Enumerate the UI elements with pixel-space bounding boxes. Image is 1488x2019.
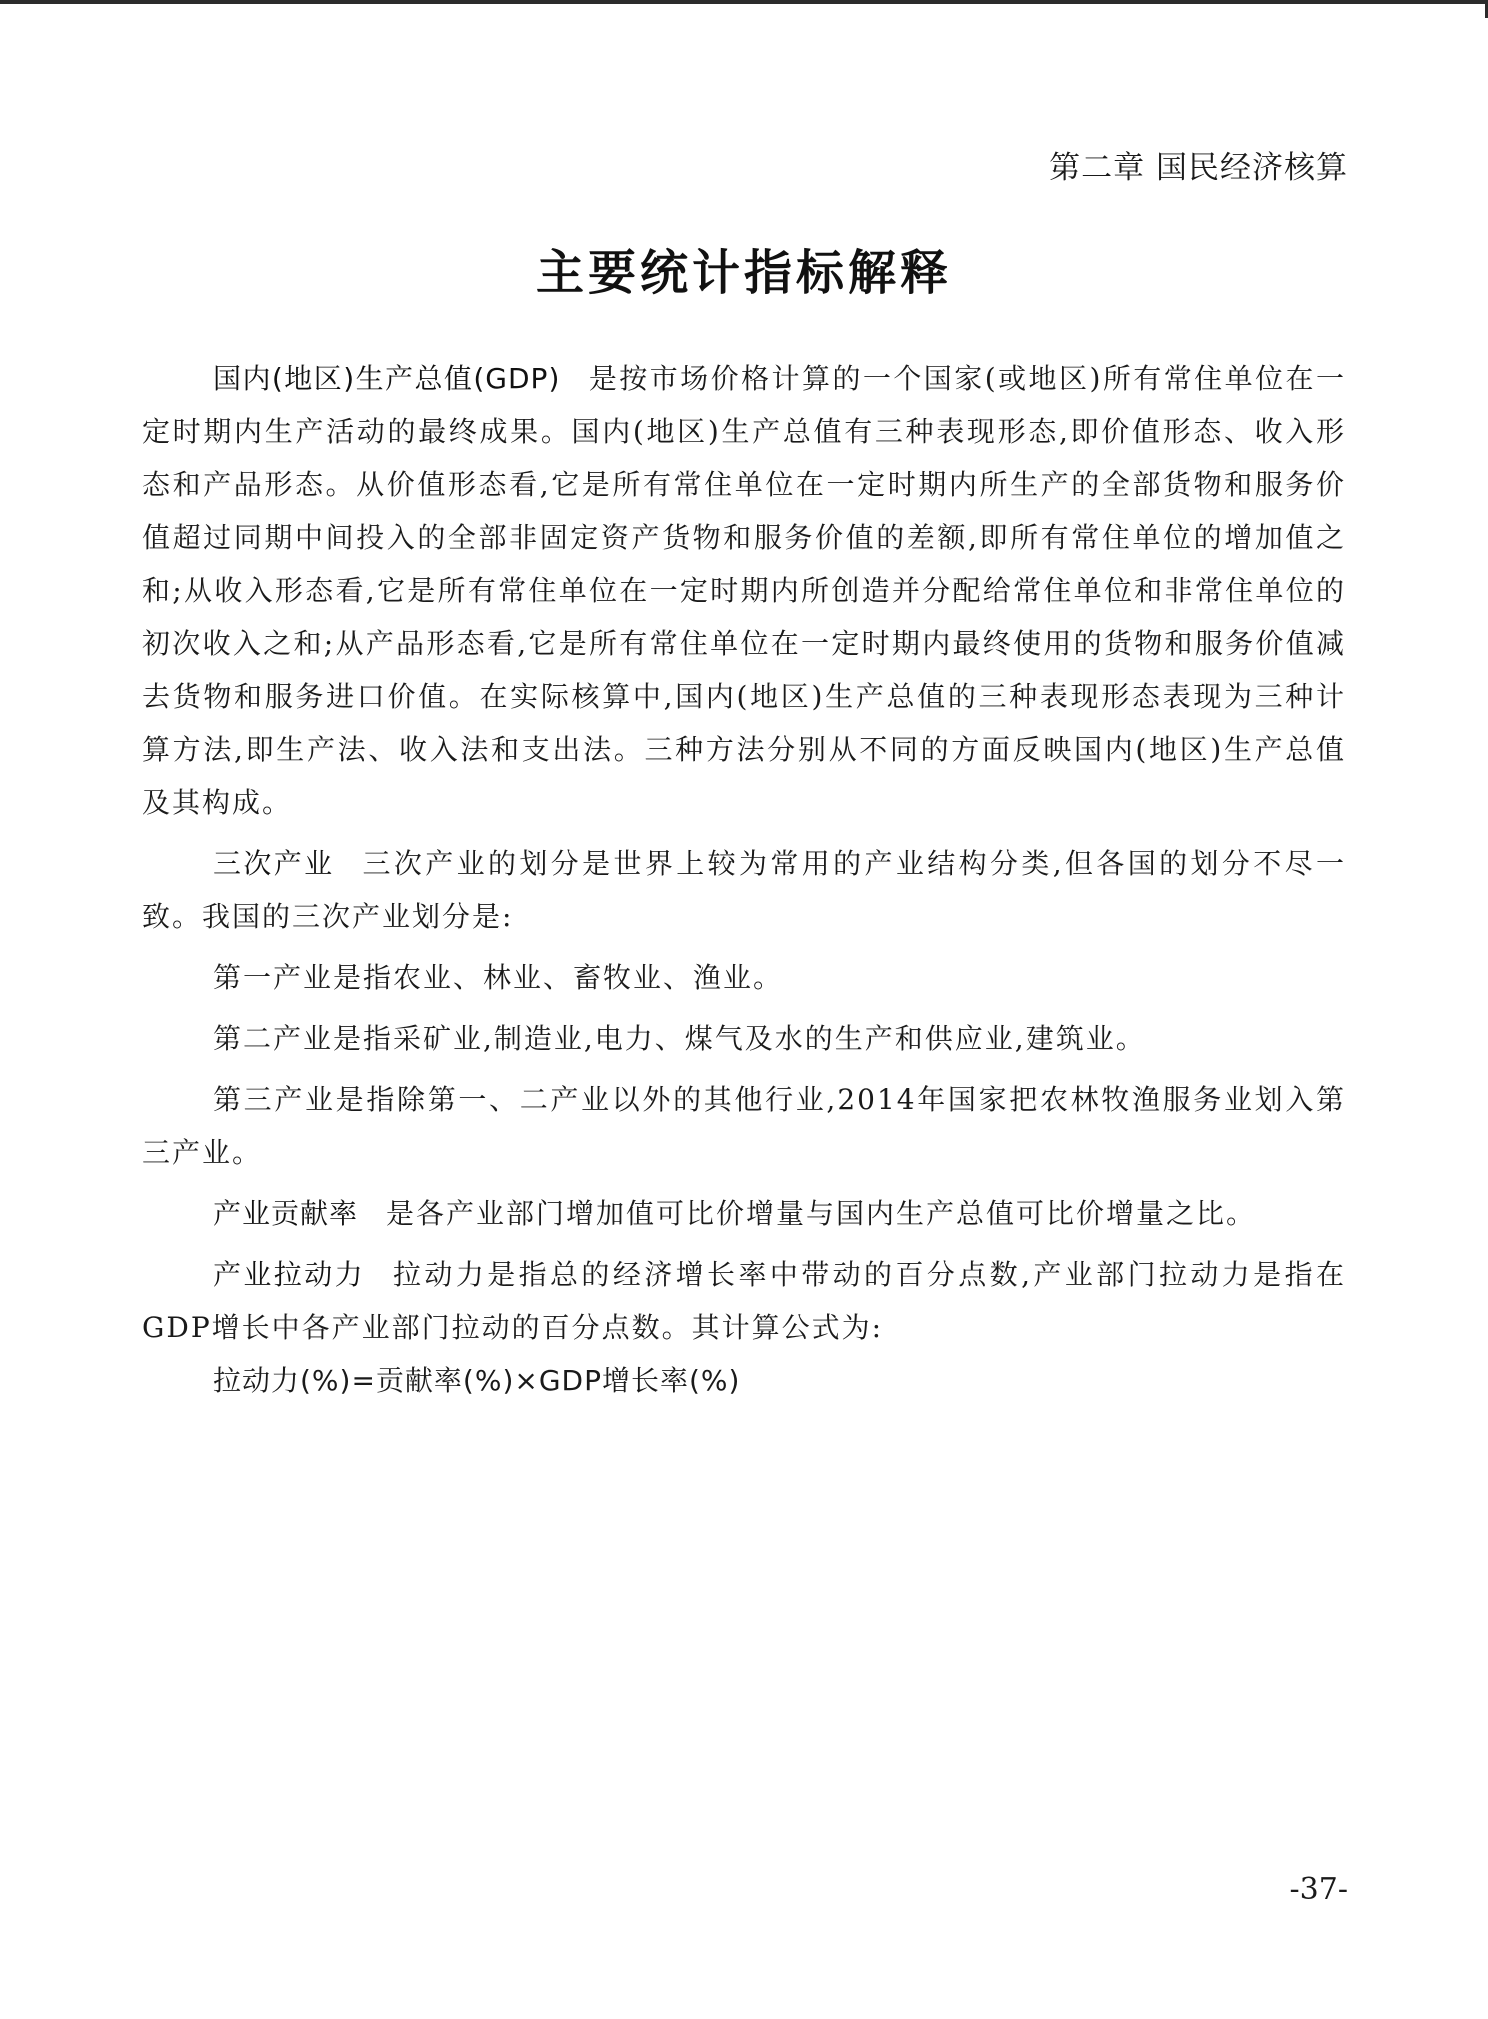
page-number: -37- [1289,1872,1348,1907]
definition-gdp: 是按市场价格计算的一个国家(或地区)所有常住单位在一定时期内生产活动的最终成果。国内(地区)生产总值有三种表现形态,即价值形态、收入形态和产品形态。从价值形态看,它是所有常住单位在一定时期内所生产的全部货物和服务价值超过同期中间投入的全部非固定资产货物和服务价值的差额,即所有常住单位的增加值之和;从收入形态看,它是所有常住单位在一定时期内所创造并分配给常住单位和非常住单位的初次收入之和;从产品形态看,它是所有常住单位在一定时期内最终使用的货物和服务价值减去货物和服务进口价值。在实际核算中,国内(地区)生产总值的三种表现形态表现为三种计算方法,即生产法、收入法和支出法。三种方法分别从不同的方面反映国内(地区)生产总值及其构成。 [142,362,1346,819]
tertiary-industry-item: 第三产业是指除第一、二产业以外的其他行业,2014年国家把农林牧渔服务业划入第三产业。 [142,1083,1346,1169]
term-contribution-rate: 产业贡献率 [213,1197,359,1230]
top-border-rule [0,0,1488,4]
paragraph-gdp [142,352,1346,829]
primary-industry-item: 第一产业是指农业、林业、畜牧业、渔业。 [213,961,784,994]
running-header: 第二章 国民经济核算 [1049,150,1348,186]
term-three-industries: 三次产业 [213,847,335,880]
body-text [142,352,1346,1407]
paragraph-three-industries [142,837,1346,943]
term-pull-force: 产业拉动力 [213,1258,366,1291]
definition-pull-force: 拉动力是指总的经济增长率中带动的百分点数,产业部门拉动力是指在GDP增长中各产业部门拉动的百分点数。其计算公式为: [142,1258,1346,1344]
page-title: 主要统计指标解释 [535,245,952,301]
definition-contribution-rate: 是各产业部门增加值可比价增量与国内生产总值可比价增量之比。 [386,1197,1257,1230]
pull-force-formula: 拉动力(%)=贡献率(%)×GDP增长率(%) [213,1364,741,1397]
definition-three-industries: 三次产业的划分是世界上较为常用的产业结构分类,但各国的划分不尽一致。我国的三次产业划分是: [142,847,1346,933]
paragraph-contribution-rate [142,1187,1346,1240]
term-gdp: 国内(地区)生产总值(GDP) [213,362,561,395]
secondary-industry-item: 第二产业是指采矿业,制造业,电力、煤气及水的生产和供应业,建筑业。 [213,1022,1146,1055]
paragraph-pull-force [142,1248,1346,1354]
